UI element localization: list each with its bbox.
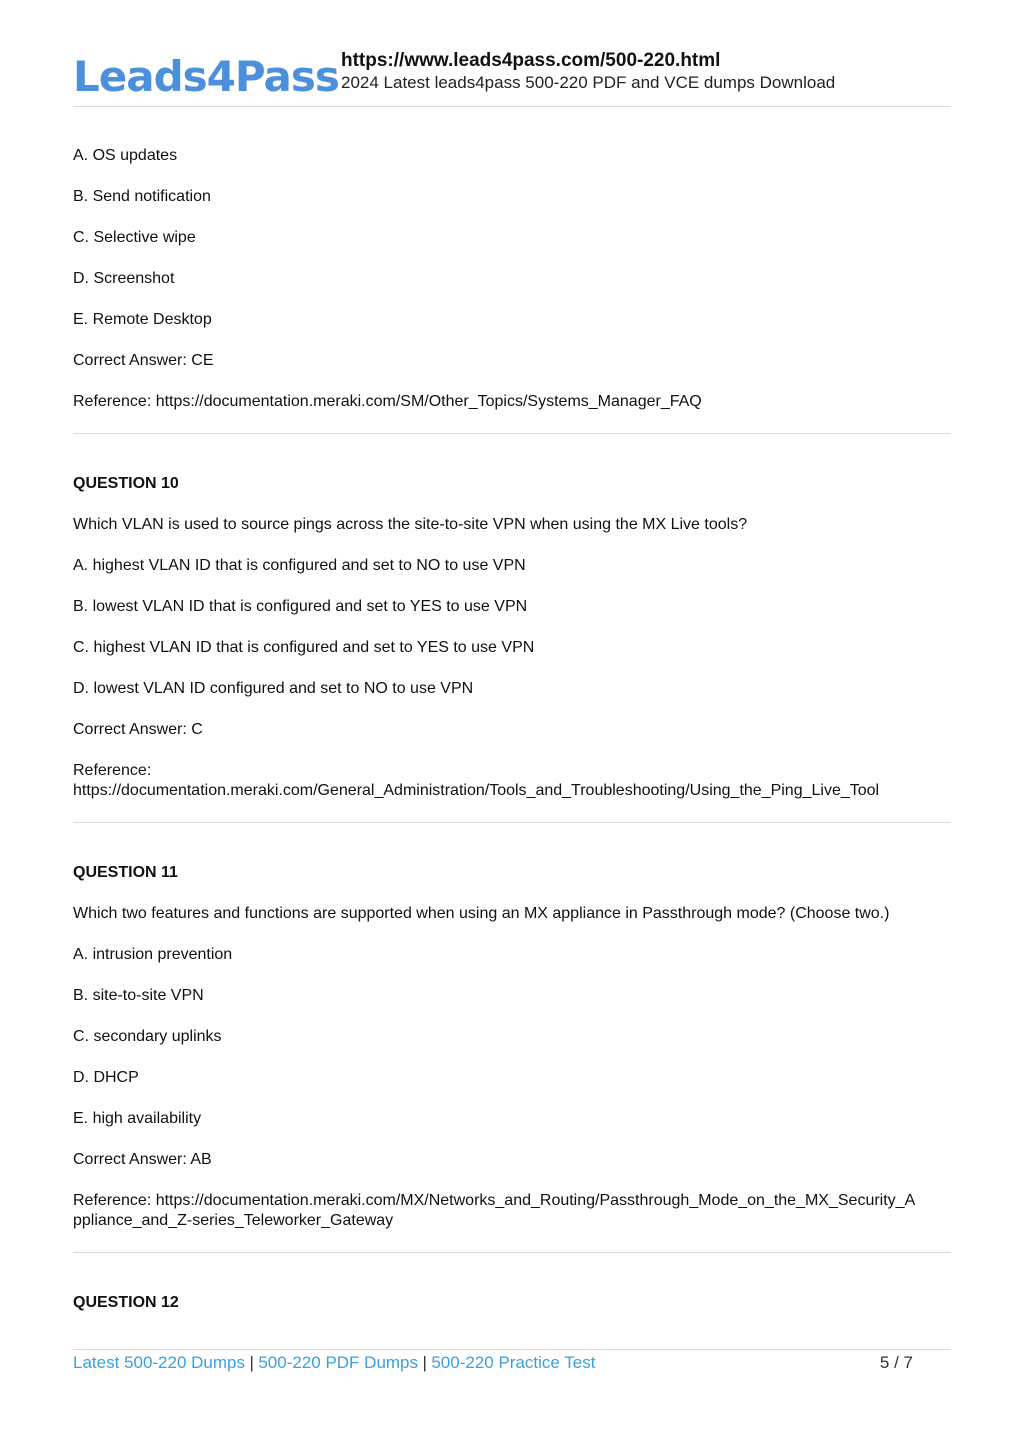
page-number: 5 / 7 <box>879 1353 913 1372</box>
page-header <box>73 50 951 107</box>
q11-option-d: D. DHCP <box>73 1069 139 1086</box>
q10-option-d: D. lowest VLAN ID configured and set to NO to use VPN <box>73 680 474 697</box>
q9-option-d: D. Screenshot <box>73 270 175 287</box>
q11-reference-line1: Reference: https://documentation.meraki.com/MX/Networks_and_Routing/Passthrough_Mode_on_the_MX_Security_A <box>73 1192 916 1209</box>
q10-option-b: B. lowest VLAN ID that is configured and set to YES to use VPN <box>73 598 528 615</box>
footer-link-latest-dumps[interactable]: Latest 500-220 Dumps <box>73 1353 245 1372</box>
q10-reference-url: https://documentation.meraki.com/General_Administration/Tools_and_Troubleshooting/Using_the_Ping_Live_Tool <box>73 782 880 799</box>
q12-title: QUESTION 12 <box>73 1294 179 1311</box>
q10-correct-answer: Correct Answer: C <box>73 721 203 738</box>
q11-option-e: E. high availability <box>73 1110 202 1127</box>
q11-reference-line2: ppliance_and_Z-series_Teleworker_Gateway <box>73 1212 394 1229</box>
footer-link-pdf-dumps[interactable]: 500-220 PDF Dumps <box>258 1353 419 1372</box>
q10-option-a: A. highest VLAN ID that is configured and set to NO to use VPN <box>73 557 526 574</box>
footer-separator: | <box>249 1353 254 1372</box>
footer-separator: | <box>422 1353 427 1372</box>
q9-correct-answer: Correct Answer: CE <box>73 352 214 369</box>
leads4pass-logo: Leads4Pass <box>73 52 339 101</box>
q9-reference: Reference: https://documentation.meraki.com/SM/Other_Topics/Systems_Manager_FAQ <box>73 393 702 410</box>
q10-option-c: C. highest VLAN ID that is configured and set to YES to use VPN <box>73 639 535 656</box>
q11-option-c: C. secondary uplinks <box>73 1028 222 1045</box>
q11-option-b: B. site-to-site VPN <box>73 987 204 1004</box>
q9-option-a: A. OS updates <box>73 147 178 164</box>
q9-option-c: C. Selective wipe <box>73 229 196 246</box>
divider <box>73 1252 951 1253</box>
page-footer <box>73 1349 951 1373</box>
q11-option-a: A. intrusion prevention <box>73 946 233 963</box>
page-content <box>73 146 951 1334</box>
q10-text: Which VLAN is used to source pings across the site-to-site VPN when using the MX Live tools? <box>73 516 748 533</box>
q11-text: Which two features and functions are supported when using an MX appliance in Passthrough mode? (Choose two.) <box>73 905 890 922</box>
q11-correct-answer: Correct Answer: AB <box>73 1151 212 1168</box>
header-url[interactable]: https://www.leads4pass.com/500-220.html <box>341 50 721 71</box>
divider <box>73 822 951 823</box>
divider <box>73 433 951 434</box>
q10-reference-label: Reference: <box>73 762 152 779</box>
header-subtitle: 2024 Latest leads4pass 500-220 PDF and VCE dumps Download <box>341 73 836 92</box>
footer-link-practice-test[interactable]: 500-220 Practice Test <box>431 1353 596 1372</box>
q9-option-b: B. Send notification <box>73 188 211 205</box>
q9-option-e: E. Remote Desktop <box>73 311 212 328</box>
q11-reference <box>73 1191 951 1231</box>
q10-reference <box>73 761 951 801</box>
q11-title: QUESTION 11 <box>73 864 178 881</box>
q10-title: QUESTION 10 <box>73 475 179 492</box>
header-text <box>341 50 835 94</box>
